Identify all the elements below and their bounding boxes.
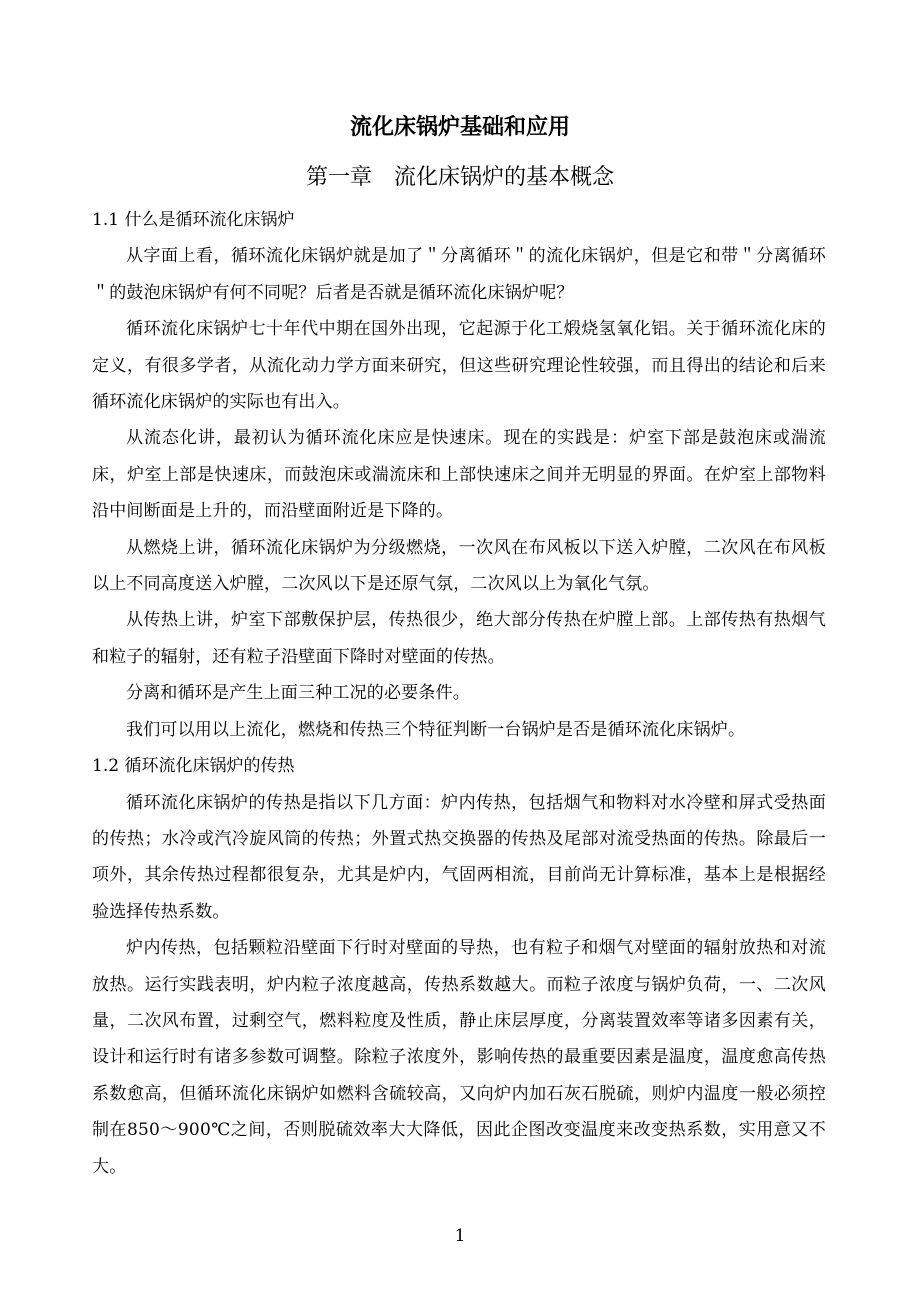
paragraph: 从流态化讲，最初认为循环流化床应是快速床。现在的实践是：炉室下部是鼓泡床或湍流床，炉室上部是快速床，而鼓泡床或湍流床和上部快速床之间并无明显的界面。在炉室上部物料沿中间断面是上升的，而沿壁面附近是下降的。: [92, 428, 826, 522]
paragraph: 我们可以用以上流化，燃烧和传热三个特征判断一台锅炉是否是循环流化床锅炉。: [126, 719, 746, 740]
paragraph: 从燃烧上讲，循环流化床锅炉为分级燃烧，一次风在布风板以下送入炉膛，二次风在布风板以上不同高度送入炉膛，二次风以下是还原气氛，二次风以上为氧化气氛。: [92, 537, 826, 595]
paragraph: 炉内传热，包括颗粒沿壁面下行时对壁面的导热，也有粒子和烟气对壁面的辐射放热和对流放热。运行实践表明，炉内粒子浓度越高，传热系数越大。而粒子浓度与锅炉负荷，一、二次风量，二次风布置，过剩空气，燃料粒度及性质，静止床层厚度，分离装置效率等诸多因素有关，设计和运行时有诸多参数可调整。除粒子浓度外，影响传热的最重要因素是温度，温度愈高传热系数愈高，但循环流化床锅炉如燃料含硫较高，又向炉内加石灰石脱硫，则炉内温度一般必须控制在850～900℃之间，否则脱硫效率大大降低，因此企图改变温度来改变热系数，实用意又不大。: [92, 938, 826, 1177]
chapter-title: 第一章 流化床锅炉的基本概念: [305, 165, 614, 190]
section-heading-1-1: 1.1 什么是循环流化床锅炉: [92, 210, 295, 230]
section-heading-1-2: 1.2 循环流化床锅炉的传热: [92, 756, 295, 777]
document-title: 流化床锅炉基础和应用: [349, 115, 570, 140]
document-body: [92, 202, 826, 1185]
paragraph: 从字面上看，循环流化床锅炉就是加了＂分离循环＂的流化床锅炉，但是它和带＂分离循环＂的鼓泡床锅炉有何不同呢？后者是否就是循环流化床锅炉呢？: [92, 246, 826, 303]
paragraph: 从传热上讲，炉室下部敷保护层，传热很少，绝大部分传热在炉膛上部。上部传热有热烟气和粒子的辐射，还有粒子沿壁面下降时对壁面的传热。: [92, 610, 826, 667]
paragraph: 分离和循环是产生上面三种工况的必要条件。: [126, 683, 470, 704]
page-number: 1: [454, 1226, 466, 1246]
paragraph: 循环流化床锅炉七十年代中期在国外出现，它起源于化工煅烧氢氧化铝。关于循环流化床的定义，有很多学者，从流化动力学方面来研究，但这些研究理论性较强，而且得出的结论和后来循环流化床锅炉的实际也有出入。: [92, 319, 826, 413]
paragraph: 循环流化床锅炉的传热是指以下几方面：炉内传热，包括烟气和物料对水冷壁和屏式受热面的传热；水冷或汽冷旋风筒的传热；外置式热交换器的传热及尾部对流受热面的传热。除最后一项外，其余传热过程都很复杂，尤其是炉内，气固两相流，目前尚无计算标准，基本上是根据经验选择传热系数。: [92, 792, 826, 922]
